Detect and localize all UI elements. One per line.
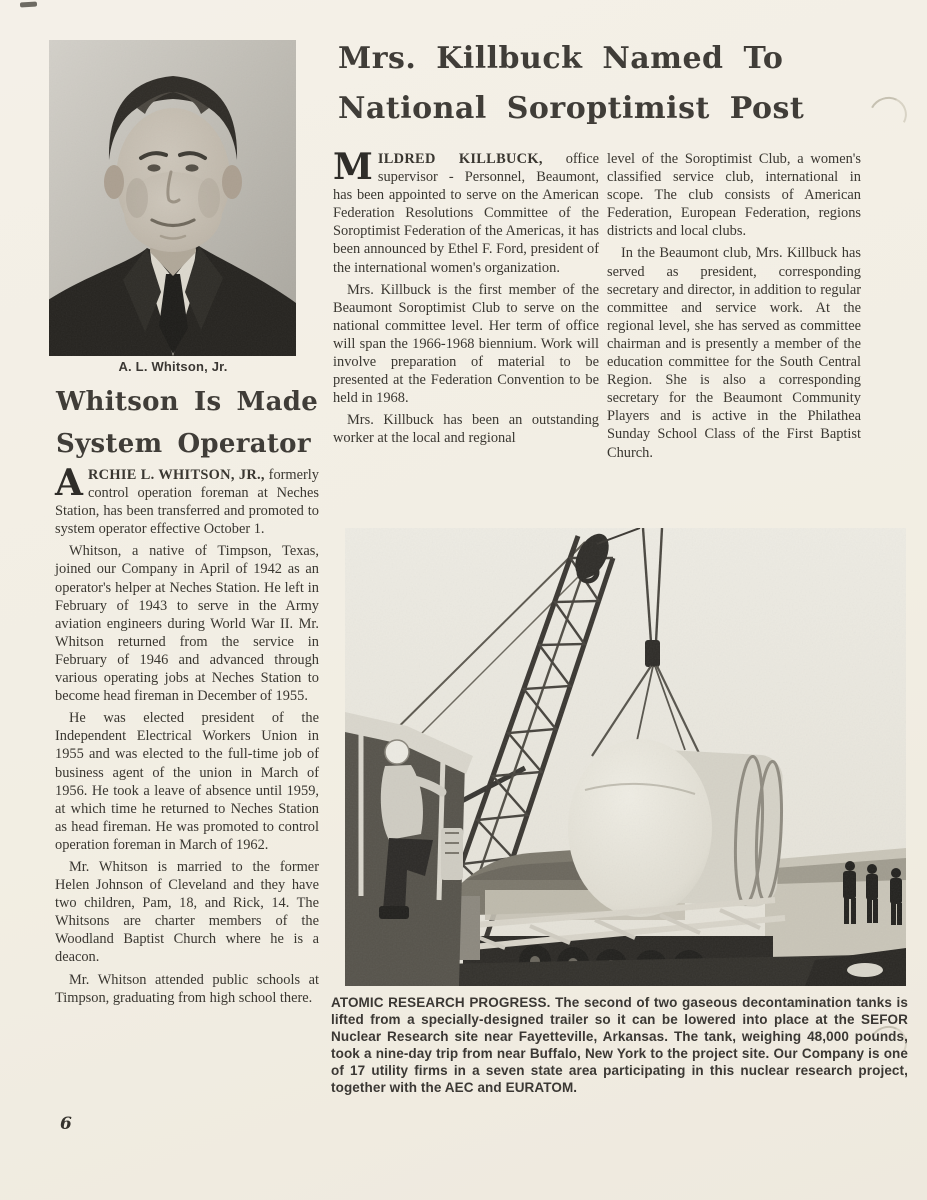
whitson-dropcap: A <box>55 462 83 504</box>
atomic-photo-caption <box>331 994 908 1096</box>
atomic-caption-lead: ATOMIC RESEARCH PROGRESS. <box>331 995 551 1010</box>
scan-artifact-mark <box>20 2 37 8</box>
whitson-lead-text: formerly control operation foreman at Neches Station, has been transferred and promoted to system operator effective October 1. <box>55 467 319 538</box>
killbuck-dropcap: M <box>333 146 373 188</box>
whitson-paragraph: He was elected president of the Independent Electrical Workers Union in 1955 and was elected to the full-time job of business agent of the union in March of 1956. He took a leave of absence until 1959, at which time he returned to Neches Station as head fireman. He was promoted to control operation foreman in March of 1962. <box>55 710 319 853</box>
whitson-lead-paragraph <box>55 462 319 538</box>
killbuck-paragraph: In the Beaumont club, Mrs. Killbuck has served as president, corresponding secretary and director, in addition to regular committee and service work. At the regional level, she has served as committee chairman and is presently a member of the education committee for the South Central Region. She is also a corresponding secretary for the Beaumont Community Players and is active in the Philathea Sunday School Class of the First Baptist Church. <box>607 245 861 461</box>
killbuck-headline-line1: Mrs. Killbuck Named To <box>338 41 784 76</box>
portrait-caption: A. L. Whitson, Jr. <box>118 359 228 374</box>
killbuck-lead-text: office supervisor - Personnel, Beaumont, has been appointed to serve on the American Federation Resolutions Committee of the Soroptimist Federation of the Americas, it has been announced by Ethel F. Ford, president of the international women's organization. <box>333 151 599 276</box>
whitson-article-body <box>55 462 319 1007</box>
portrait-photo-illustration <box>49 40 296 356</box>
whitson-headline-line2: System Operator <box>56 429 311 459</box>
killbuck-paragraph-continued: level of the Soroptimist Club, a women's classified service club, international in scope. The club consists of American Federation, European Federation, regions districts and local clubs. <box>607 151 861 240</box>
whitson-headline <box>56 381 318 465</box>
killbuck-paragraph: Mrs. Killbuck is the first member of the Beaumont Soroptimist Club to serve on the national committee level. Her term of office will span the 1966-1968 biennium. Work will involve preparation of material to be presented at the Federation Convention to be held in 1968. <box>333 281 599 407</box>
whitson-paragraph: Whitson, a native of Timpson, Texas, joined our Company in April of 1942 as an operator's helper at Neches Station. He left in February of 1943 to serve in the Army aviation engineers during World War II. Mr. Whitson returned from the service in February of 1946 and advanced through various operating jobs at Neches Station to become head fireman in December of 1955. <box>55 543 319 705</box>
whitson-paragraph: Mr. Whitson attended public schools at Timpson, graduating from high school there. <box>55 971 319 1006</box>
portrait-photo <box>49 40 296 356</box>
whitson-paragraph: Mr. Whitson is married to the former Helen Johnson of Cleveland and they have two children, Pam, 18, and Rick, 14. The Whitsons are charter members of the Woodland Baptist Church where he is a deacon. <box>55 858 319 966</box>
punch-hole <box>864 92 911 138</box>
killbuck-headline <box>338 34 804 134</box>
atomic-caption-text: The second of two gaseous decontamination tanks is lifted from a specially-designed trailer so it can be lowered into place at the SEFOR Nuclear Research site near Fayetteville, Arkansas. The tank, weighing 48,000 pounds, took a nine-day trip from near Buffalo, New York to the project site. Our Company is one of 17 utility firms in a seven state area participating in this nuclear research project, together with the AEC and EURATOM. <box>331 995 908 1095</box>
crane-photo <box>345 528 906 986</box>
killbuck-column-2 <box>607 150 861 462</box>
killbuck-lead-paragraph <box>333 146 599 277</box>
killbuck-column-1 <box>333 146 599 448</box>
whitson-headline-line1: Whitson Is Made <box>56 387 319 417</box>
killbuck-lead-name: ILDRED KILLBUCK, <box>377 151 543 167</box>
killbuck-paragraph: Mrs. Killbuck has been an outstanding worker at the local and regional <box>333 412 599 447</box>
whitson-lead-name: RCHIE L. WHITSON, JR., <box>87 467 265 483</box>
crane-photo-illustration <box>345 528 906 986</box>
page-number: 6 <box>60 1114 72 1134</box>
killbuck-headline-line2: National Soroptimist Post <box>338 91 805 126</box>
